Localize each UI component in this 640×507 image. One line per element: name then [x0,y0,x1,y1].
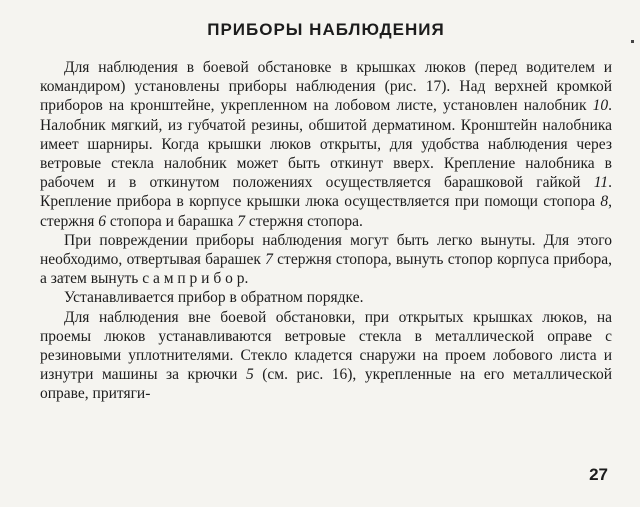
figure-reference: 10 [592,97,609,115]
text-run: При повреждении приборы наблюдения могут быть легко вынуты. Для этого необходимо, отвертывая барашек [40,231,612,269]
page-title: ПРИБОРЫ НАБЛЮДЕНИЯ [207,20,445,39]
figure-reference: 5 [245,366,254,384]
text-run: , стержня [40,193,612,230]
figure-reference: 7 [237,212,245,230]
text-run: Устанавливается прибор в обратном порядке. [64,289,364,307]
paragraph-1 [40,58,612,231]
text-run: Для наблюдения вне боевой обстановки, при открытых крышках люков, на проемы люков устанавливаются ветровые стекла в металлической оправе с резиновыми уплотнителями. Стекло кладется снаружи на проем лобового листа и изнутри машины за крючки [40,308,612,384]
text-run: (см. рис. 16), укрепленные на его металлической оправе, притяги- [40,366,613,403]
paragraph-3 [40,288,612,307]
text-run: . Налобник мягкий, из губчатой резины, обшитой дерматином. Кронштейн налобника имеет шарниры. Когда крышки люков открыты, для удобства наблюдения через ветровые стекла налобник может быть откинут вверх. Крепление налобника в рабочем и в откинутом положениях осуществляется барашковой гайкой [40,97,612,192]
body-text [40,58,612,404]
page-number: 27 [589,465,608,484]
figure-reference: 8 [600,193,609,211]
paragraph-4 [40,308,612,404]
text-run: стопора и барашка [106,212,238,230]
figure-reference: 7 [265,251,273,269]
text-run: стержня стопора, вынуть стопор корпуса прибора, а затем вынуть с а м п р и б о р. [40,251,613,288]
figure-reference: 6 [98,212,107,230]
text-run: Для наблюдения в боевой обстановке в крышках люков (перед водителем и командиром) установлены приборы наблюдения (рис. 17). Над верхней кромкой приборов на кронштейне, укрепленном на лобовом листе, установлен налобник [40,59,612,115]
figure-reference: 11 [593,174,609,192]
edge-mark [631,40,634,43]
text-run: стержня стопора. [244,212,363,230]
text-run: . Крепление прибора в корпусе крышки люка осуществляется при помощи стопора [40,174,612,211]
paragraph-2 [40,231,612,289]
